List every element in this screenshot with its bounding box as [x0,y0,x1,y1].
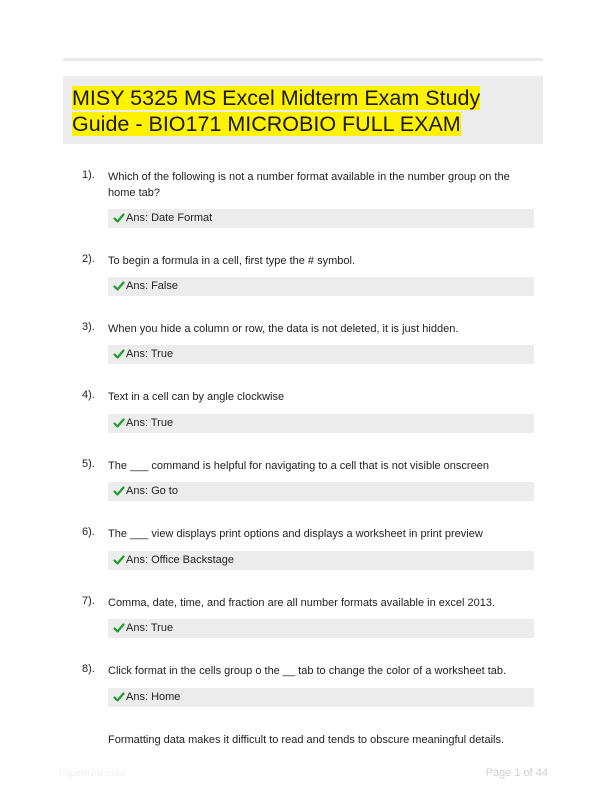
question-text: The ___ view displays print options and displays a worksheet in print preview [108,528,483,540]
answer-box [108,551,534,570]
question-number: 6). [82,526,95,538]
question-text: The ___ command is helpful for navigating to a cell that is not visible onscreen [108,460,489,472]
check-icon [113,212,125,224]
check-icon [113,348,125,360]
question-number: 7). [82,595,95,607]
page-title: MISY 5325 MS Excel Midterm Exam Study Guide - BIO171 MICROBIO FULL EXAM [72,86,481,136]
answer-text: Ans: True [126,622,174,634]
page-number: Page 1 of 44 [485,767,548,779]
answer-text: Ans: True [126,417,174,429]
check-icon [113,417,125,429]
answer-text: Ans: Date Format [126,212,213,224]
answer-text: Ans: Office Backstage [126,554,235,566]
question-number: 2). [82,253,95,265]
check-icon [113,554,125,566]
question-number: 1). [82,169,95,181]
check-icon [113,485,125,497]
question-number: 8). [82,663,95,675]
check-icon [113,691,125,703]
question-number: 4). [82,389,95,401]
top-divider [63,58,543,61]
answer-text: Ans: Go to [126,485,178,497]
answer-box [108,345,534,364]
question-text: Text in a cell can by angle clockwise [108,391,285,403]
question-text: Comma, date, time, and fraction are all number formats available in excel 2013. [108,597,496,609]
question-text: When you hide a column or row, the data is not deleted, it is just hidden. [108,323,459,335]
answer-box [108,619,534,638]
answer-text: Ans: Home [126,691,181,703]
answer-box [108,414,534,433]
answer-box [108,482,534,501]
answer-box [108,277,534,296]
question-number: 5). [82,458,95,470]
check-icon [113,280,125,292]
answer-text: Ans: False [126,280,178,292]
answer-box [108,688,534,707]
question-text: Which of the following is not a number format available in the number group on the home tab? [108,171,510,199]
check-icon [113,622,125,634]
answer-text: Ans: True [126,348,174,360]
question-text: To begin a formula in a cell, first type the # symbol. [108,255,356,267]
footer-site: Papertrbic.com [58,768,126,779]
question-text: Formatting data makes it difficult to read and tends to obscure meaningful details. [108,734,505,746]
question-text: Click format in the cells group o the __ tab to change the color of a worksheet tab. [108,665,507,677]
question-number: 3). [82,321,95,333]
answer-box [108,209,534,228]
